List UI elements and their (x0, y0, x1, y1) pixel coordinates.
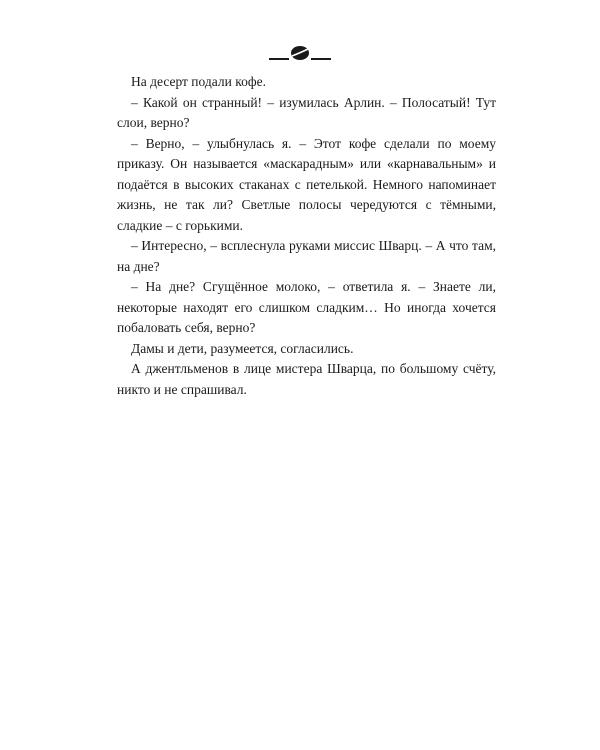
paragraph: Дамы и дети, разумеется, согласились. (131, 340, 354, 356)
paragraph: – Интересно, – всплеснула руками миссис Шварц. – А что там, на дне? (117, 238, 496, 274)
paragraph: На десерт подали кофе. (131, 74, 266, 89)
paragraph: – Верно, – улыбнулась я. – Этот кофе сделали по моему приказу. Он называется «маскарадным» или «карнавальным» и подаётся в высоких стаканах с петелькой. Немного напоминает жизнь, не так ли? Светлые полосы чередуются с тёмными, сладкие – с горькими. (117, 135, 496, 233)
coffee-bean-icon (269, 42, 331, 64)
paragraph: А джентльменов в лице мистера Шварца, по большому счёту, никто и не спрашивал. (117, 361, 496, 397)
paragraph: – Какой он странный! – изумилась Арлин. – Полосатый! Тут слои, верно? (117, 94, 496, 130)
chapter-ornament (269, 42, 331, 64)
paragraph: – На дне? Сгущённое молоко, – ответила я. – Знаете ли, некоторые находят его слишком сладким… Но иногда хочется побаловать себя, верно? (117, 279, 496, 335)
page-text (117, 72, 496, 400)
